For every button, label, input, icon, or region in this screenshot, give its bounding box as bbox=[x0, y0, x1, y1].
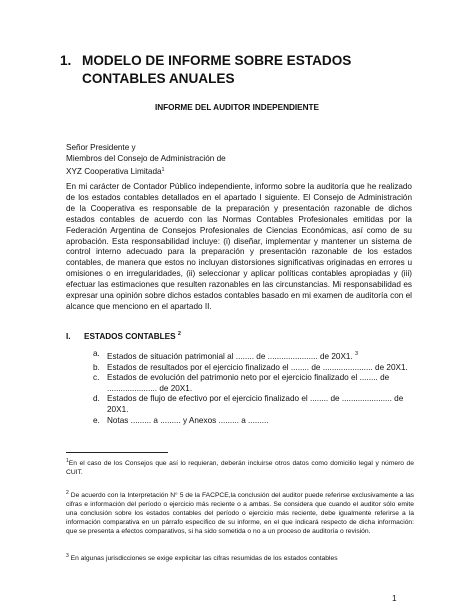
list-item bbox=[93, 416, 413, 427]
section-heading bbox=[66, 331, 181, 341]
list-item-text: Estados de flujo de efectivo por el ejercicio finalizado el ........ de ...................... de 20X1. bbox=[107, 394, 404, 414]
footnote-text: En el caso de los Consejos que así lo requieran, deberán incluirse otros datos como domicilio legal y número de CUIT. bbox=[66, 460, 414, 476]
address-line bbox=[66, 165, 226, 178]
list-item-text: Estados de situación patrimonial al ........ de ...................... de 20X1. bbox=[107, 352, 353, 361]
report-subtitle: INFORME DEL AUDITOR INDEPENDIENTE bbox=[154, 103, 320, 112]
body-paragraph: En mi carácter de Contador Público independiente, informo sobre la auditoría que he realizado de los estados contables detallados en el apartado I siguiente. El Consejo de Administración de la Cooperativa es responsable de la preparación y presentación razonable de dichos estados contables de acuerdo con las Normas Contables Profesionales emitidas por la Federación Argentina de Consejos Profesionales de Ciencias Económicas, así como de su aprobación. Esta responsabilidad incluye: (i) diseñar, implementar y mantener un sistema de control interno adecuado para la preparación y presentación razonable de los estados contables, de manera que estos no incluyan distorsiones significativas originadas en errores u omisiones o en irregularidades, (ii) seleccionar y aplicar políticas contables apropiadas y (iii) efectuar las estimaciones que resulten razonables en las circunstancias. Mi responsabilidad es expresar una opinión sobre dichos estados contables basado en mi examen de auditoría con el alcance que menciono en el apartado II. bbox=[66, 182, 412, 311]
footnote bbox=[66, 489, 414, 537]
footnote-text: De acuerdo con la Interpretación N° 5 de la FACPCE,la conclusión del auditor puede referirse exclusivamente a las cifras e información del período o ejercicio más reciente o a ambas. Se considera que cuando el auditor sólo emite una conclusión sobre los estados contables del período o ejercicio más reciente, debe igualmente referirse a la información comparativa en un párrafo específico de su informe, en el que indicará respecto de dicha información: que se presenta a efectos comparativos, si ha sido sometida o no a un proceso de auditoría o revisión. bbox=[66, 492, 415, 535]
section-number: I. bbox=[66, 332, 71, 341]
list-item-text: Estados de resultados por el ejercicio finalizado el ........ de ...................... de 20X1. bbox=[107, 362, 408, 372]
section-title: ESTADOS CONTABLES bbox=[84, 332, 176, 341]
list-item-text: Estados de evolución del patrimonio neto por el ejercicio finalizado el ........ de ...................... de 20X1. bbox=[107, 373, 390, 393]
footnote bbox=[66, 552, 414, 564]
list-item-text: Notas ......... a ......... y Anexos ......... a ......... bbox=[107, 415, 269, 425]
footnote-ref: 3 bbox=[355, 351, 359, 357]
list-item-label: d. bbox=[93, 394, 100, 404]
footnote bbox=[66, 457, 414, 478]
statements-list bbox=[93, 349, 413, 426]
address-line: Señor Presidente y bbox=[66, 143, 136, 152]
list-item bbox=[93, 349, 413, 363]
list-item-label: e. bbox=[93, 415, 100, 425]
address-block bbox=[66, 143, 226, 177]
list-item bbox=[93, 363, 413, 374]
footnote-number: 2 bbox=[66, 490, 69, 496]
list-item-label: c. bbox=[93, 373, 100, 383]
footnote-number: 1 bbox=[66, 458, 69, 464]
footnote-ref: 2 bbox=[177, 331, 181, 337]
footnote-ref: 1 bbox=[161, 166, 165, 173]
address-line-text: XYZ Cooperativa Limitada bbox=[66, 166, 162, 176]
document-title bbox=[60, 52, 430, 88]
list-item-label: a. bbox=[93, 349, 100, 358]
footnote-divider bbox=[66, 452, 168, 453]
list-item bbox=[93, 373, 413, 394]
address-line: Miembros del Consejo de Administración de bbox=[66, 153, 226, 163]
list-item-label: b. bbox=[93, 362, 100, 372]
title-number: 1. bbox=[60, 53, 72, 68]
footnote-number: 3 bbox=[66, 553, 69, 559]
title-text: MODELO DE INFORME SOBRE ESTADOS CONTABLES ANUALES bbox=[82, 53, 352, 86]
footnote-text: En algunas jurisdicciones se exige explicitar las cifras resumidas de los estados contables bbox=[70, 555, 338, 562]
list-item bbox=[93, 394, 413, 415]
page-number: 1 bbox=[392, 594, 397, 603]
